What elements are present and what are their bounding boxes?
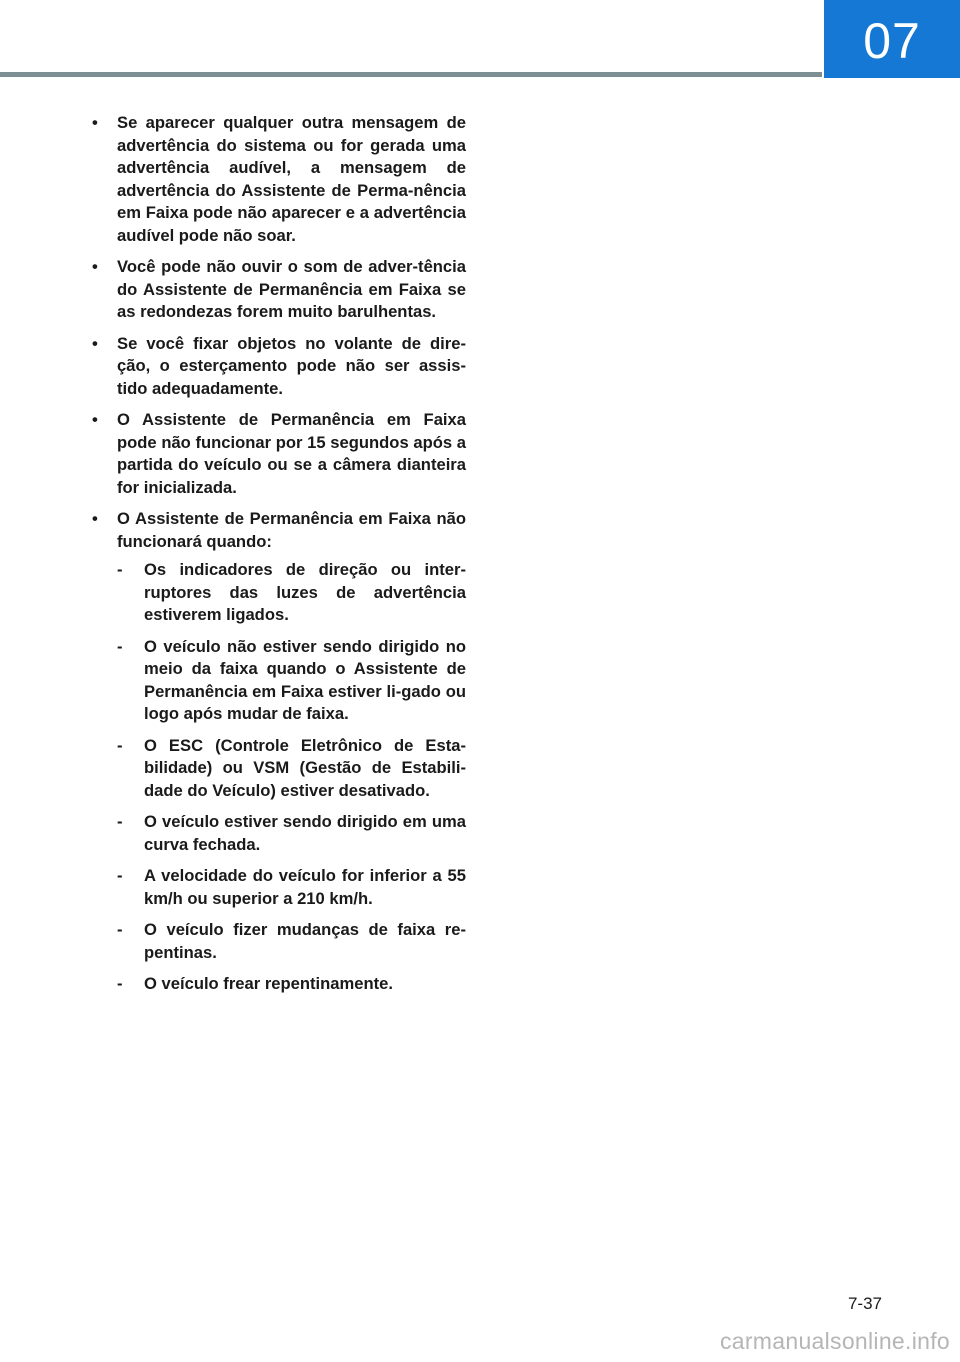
bullet-list [92,112,466,996]
page-number: 7-37 [847,1294,882,1313]
bullet-marker: • [92,257,98,276]
watermark[interactable]: carmanualsonline.info [719,1328,950,1354]
bullet-text: Se aparecer qualquer outra mensagem de advertência do sistema ou for gerada uma advertência audível, a mensagem de advertência do Assistente de Perma-nência em Faixa pode não aparecer e a advertência audível pode não soar. [117,113,466,245]
condition-item [117,559,466,627]
condition-item [117,811,466,856]
dash-marker: - [117,974,123,993]
condition-text: O veículo fizer mudanças de faixa re-pentinas. [144,920,466,962]
bullet-item [92,333,466,401]
condition-text: O ESC (Controle Eletrônico de Esta-bilidade) ou VSM (Gestão de Estabili-dade do Veículo) estiver desativado. [144,735,466,800]
bullet-marker: • [92,333,98,353]
condition-text: A velocidade do veículo for inferior a 55 km/h ou superior a 210 km/h. [144,866,466,908]
bullet-marker: • [92,410,98,429]
dash-marker: - [117,735,123,755]
header-rule [0,72,822,77]
condition-item [117,865,466,910]
dash-marker: - [117,560,123,579]
bullet-text: O Assistente de Permanência em Faixa não funcionará quando: [117,509,466,551]
dash-marker: - [117,866,123,885]
bullet-item [92,256,466,324]
dash-marker: - [117,636,123,656]
chapter-tab: 07 [824,0,960,78]
condition-text: Os indicadores de direção ou inter-ruptores das luzes de advertência estiverem ligados. [144,560,466,624]
bullet-text: O Assistente de Permanência em Faixa pode não funcionar por 15 segundos após a partida do veículo ou se a câmera dianteira for inicializada. [117,410,466,497]
bullet-marker: • [92,113,98,132]
bullet-marker: • [92,509,98,528]
dash-marker: - [117,920,123,939]
condition-text: O veículo frear repentinamente. [144,974,393,993]
bullet-text: Você pode não ouvir o som de adver-tência do Assistente de Permanência em Faixa se as redondezas forem muito barulhentas. [117,257,466,321]
condition-list [117,559,466,996]
bullet-text: Se você fixar objetos no volante de dire-ção, o esterçamento pode não ser assis-tido adequadamente. [117,333,466,398]
condition-item [117,636,466,726]
condition-item [117,973,466,996]
content-column [92,112,466,1005]
bullet-item [92,508,466,996]
condition-item [117,735,466,803]
bullet-item [92,112,466,247]
condition-text: O veículo não estiver sendo dirigido no meio da faixa quando o Assistente de Permanência em Faixa estiver li-gado ou logo após mudar de faixa. [144,636,466,723]
condition-item [117,919,466,964]
condition-text: O veículo estiver sendo dirigido em uma curva fechada. [144,812,466,854]
bullet-item [92,409,466,499]
dash-marker: - [117,812,123,831]
